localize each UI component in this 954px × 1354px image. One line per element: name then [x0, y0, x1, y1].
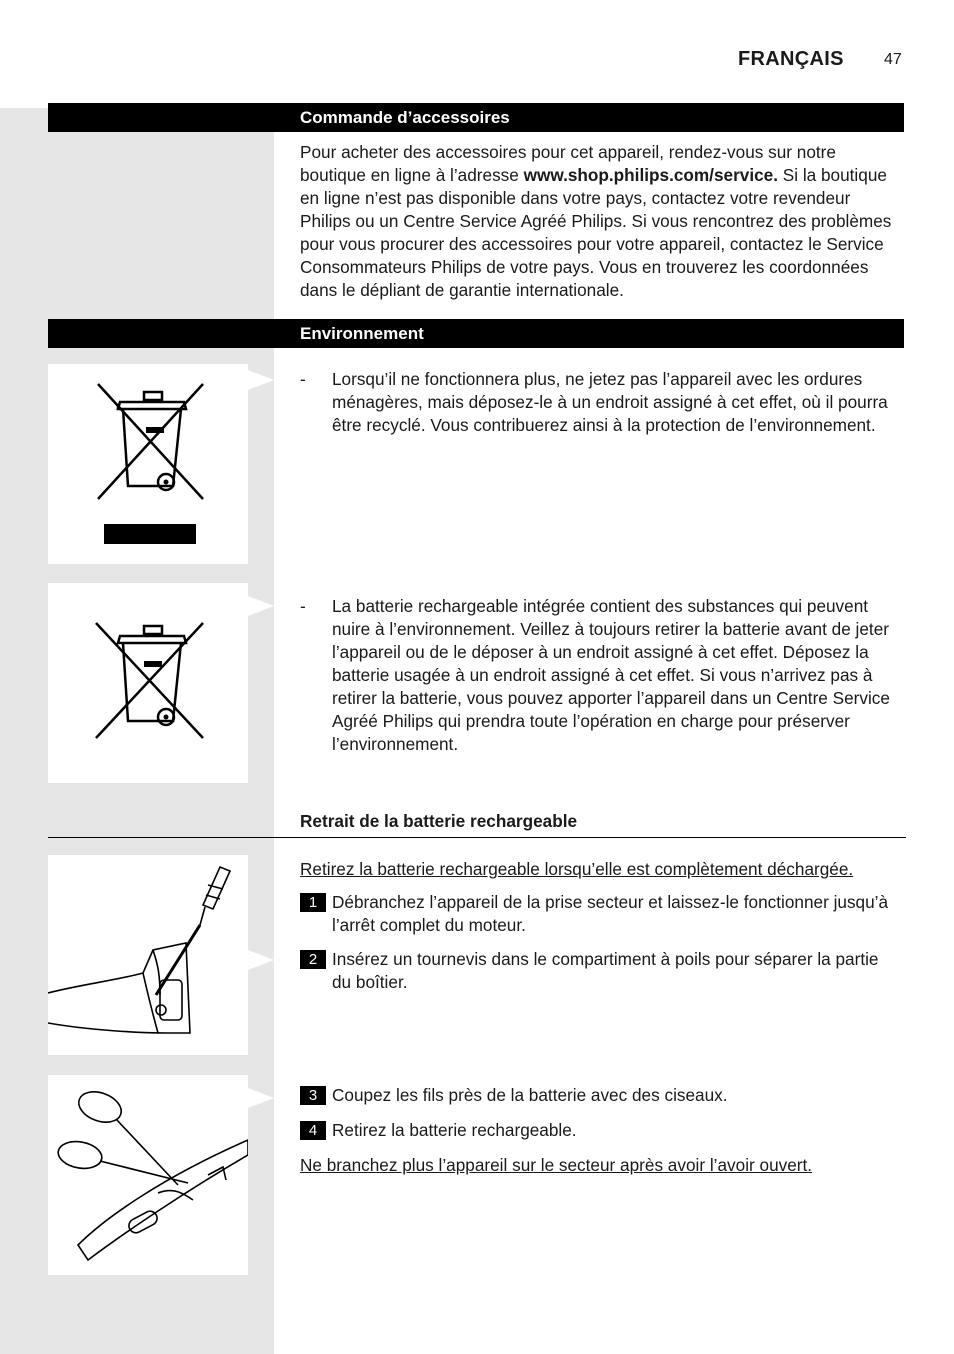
accessories-paragraph [300, 141, 900, 302]
subsection-rule [48, 837, 906, 838]
step-text: Retirez la batterie rechargeable. [332, 1120, 577, 1140]
scissors-cutting-wires-illustration [48, 1075, 248, 1275]
shop-url-link[interactable]: www.shop.philips.com/service. [523, 165, 778, 185]
illustration-pointer [248, 1088, 274, 1108]
section-bar-environment [48, 319, 904, 348]
accessories-text-after: Si la boutique en ligne n’est pas disponible dans votre pays, contactez votre revendeur Philips ou un Centre Service Agréé Philips. Si vous rencontrez des problèmes pour vous procurer des accessoires pour votre appareil, contactez le Service Consommateurs Philips de votre pays. Vous en trouverez les coordonnées dans le dépliant de garantie internationale. [300, 165, 892, 300]
step-number: 2 [300, 950, 326, 969]
screwdriver-opening-device-illustration [48, 855, 248, 1055]
language-header: FRANÇAIS [738, 48, 844, 70]
section-title-environment: Environnement [300, 324, 424, 343]
warning-do-not-reconnect: Ne branchez plus l’appareil sur le secteur après avoir l’avoir ouvert. [300, 1155, 813, 1175]
step-text: Insérez un tournevis dans le compartiment à poils pour séparer la partie du boîtier. [332, 949, 879, 992]
screwdriver-illustration [48, 855, 248, 1055]
bullet-text: La batterie rechargeable intégrée contient des substances qui peuvent nuire à l’environnement. Veillez à toujours retirer la batterie avant de jeter l’appareil ou de le déposer à un endroit assigné à cet effet. Déposez la batterie usagée à un endroit assigné à cet effet. Si vous n’arrivez pas à retirer la batterie, vous pouvez apporter l’appareil dans un Centre Service Agréé Philips qui prendra toute l’opération en charge pour préserver l’environnement. [332, 596, 890, 754]
bullet-text: Lorsqu’il ne fonctionnera plus, ne jetez pas l’appareil avec les ordures ménagères, mais déposez-le à un endroit assigné à cet effet, où il pourra être recyclé. Vous contribuerez ainsi à la protection de l’environnement. [332, 369, 888, 435]
step-number: 4 [300, 1121, 326, 1140]
bullet-dash: - [300, 369, 306, 389]
illustration-pointer [248, 596, 274, 616]
step-text: Débranchez l’appareil de la prise secteur et laissez-le fonctionner jusqu’à l’arrêt complet du moteur. [332, 892, 889, 935]
crossed-out-wheelie-bin-icon [48, 364, 248, 564]
subsection-title-battery: Retrait de la batterie rechargeable [300, 811, 578, 831]
crossed-out-wheelie-bin-icon [48, 583, 248, 783]
step-text: Coupez les fils près de la batterie avec des ciseaux. [332, 1085, 728, 1105]
bin-illustration-2 [48, 583, 248, 783]
page-number: 47 [884, 51, 902, 68]
section-bar-accessories [48, 103, 904, 132]
bin-illustration-1 [48, 364, 248, 564]
scissors-illustration [48, 1075, 248, 1275]
illustration-pointer [248, 370, 274, 390]
step-number: 1 [300, 893, 326, 912]
section-title-accessories: Commande d’accessoires [300, 108, 510, 127]
step-number: 3 [300, 1086, 326, 1105]
bullet-dash: - [300, 596, 306, 616]
warning-discharged: Retirez la batterie rechargeable lorsqu’elle est complètement déchargée. [300, 859, 854, 879]
accessories-text-before: Pour acheter des accessoires pour cet appareil, rendez-vous sur notre boutique en ligne à l’adresse [300, 142, 836, 185]
illustration-pointer [248, 950, 274, 970]
